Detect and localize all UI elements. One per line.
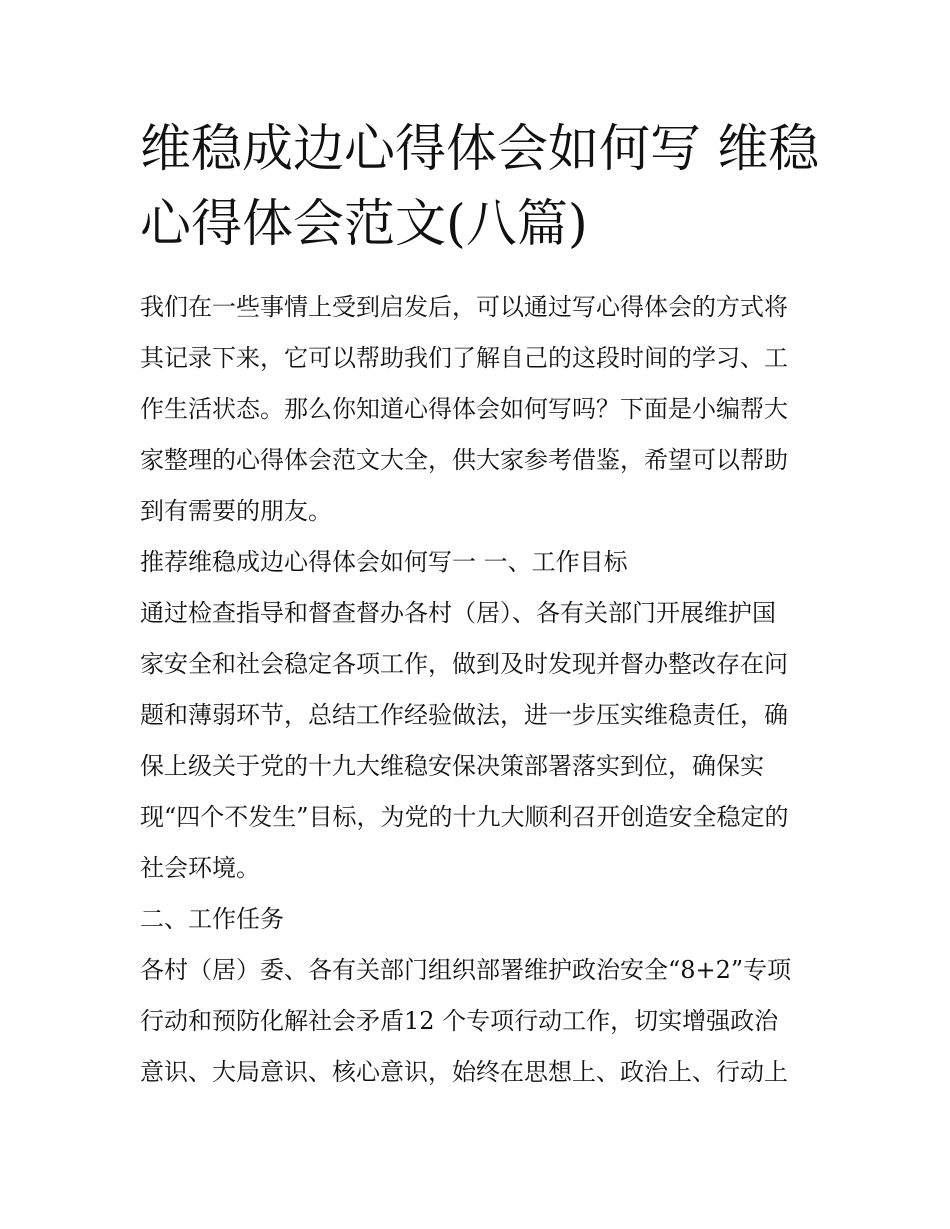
body-line-8: 家安全和社会稳定各项工作，做到及时发现并督办整改存在问	[140, 650, 788, 678]
body-line-7: 通过检查指导和督查督办各村（居）、各有关部门开展维护国	[140, 599, 776, 627]
body-line-2: 其记录下来，它可以帮助我们了解自己的这段时间的学习、工	[140, 344, 788, 372]
body-line-11: 现“四个不发生”目标，为党的十九大顺利召开创造安全稳定的	[140, 803, 789, 831]
title-line-1: 维稳成边心得体会如何写 维稳	[140, 120, 820, 179]
body-line-5: 到有需要的朋友。	[140, 497, 332, 525]
body-line-14: 各村（居）委、各有关部门组织部署维护政治安全“8+2”专项	[140, 956, 792, 984]
body-line-15: 行动和预防化解社会矛盾12 个专项行动工作，切实增强政治	[140, 1007, 779, 1035]
body-line-3: 作生活状态。那么你知道心得体会如何写吗？下面是小编帮大	[140, 395, 788, 423]
title-line-2: 心得体会范文(八篇)	[140, 195, 588, 254]
section-heading-tasks: 二、工作任务	[140, 905, 284, 933]
section-heading-goal: 推荐维稳成边心得体会如何写一 一、工作目标	[140, 548, 628, 576]
body-line-16: 意识、大局意识、核心意识，始终在思想上、政治上、行动上	[140, 1058, 788, 1086]
body-line-4: 家整理的心得体会范文大全，供大家参考借鉴，希望可以帮助	[140, 446, 788, 474]
document-body	[140, 282, 820, 1098]
body-line-9: 题和薄弱环节，总结工作经验做法，进一步压实维稳责任，确	[140, 701, 788, 729]
document-title	[140, 112, 820, 262]
body-line-12: 社会环境。	[140, 854, 260, 882]
body-line-10: 保上级关于党的十九大维稳安保决策部署落实到位，确保实	[140, 752, 764, 780]
body-line-1: 我们在一些事情上受到启发后，可以通过写心得体会的方式将	[140, 293, 788, 321]
